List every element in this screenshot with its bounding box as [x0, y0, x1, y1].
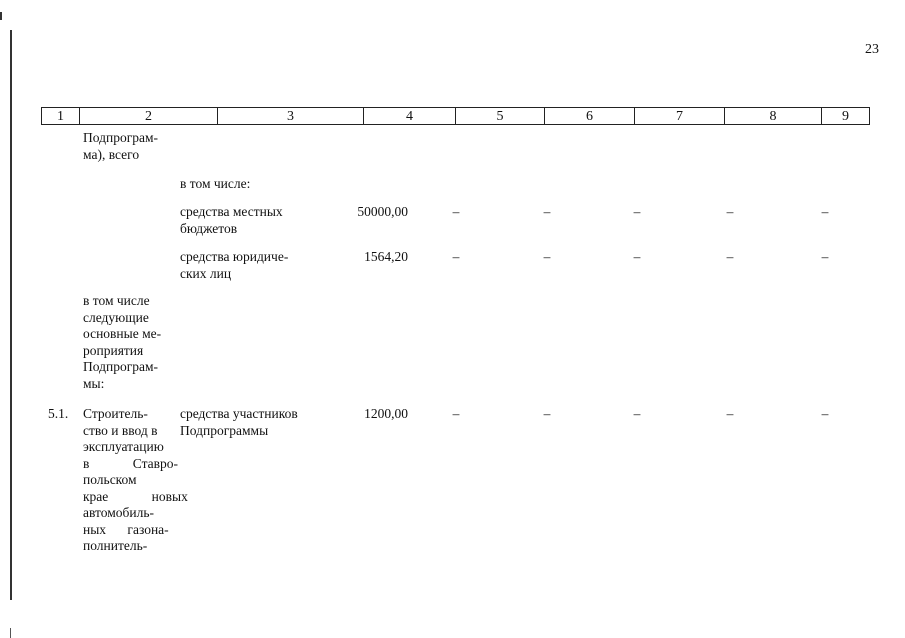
- table-header-row: [41, 107, 870, 125]
- row6-col1: 5.1.: [48, 406, 69, 421]
- row6-col6: –: [543, 406, 551, 421]
- row5-line: мы:: [83, 375, 105, 391]
- row4-col3-line2: ских лиц: [180, 265, 232, 281]
- row6-line: автомобиль-: [83, 505, 155, 520]
- row3-col3-line1: средства местных: [180, 204, 283, 219]
- row5-line: роприятия: [83, 342, 144, 358]
- scan-edge-mark-bottom: [10, 628, 11, 638]
- row4-col6: –: [543, 249, 551, 264]
- left-margin-line: [10, 30, 12, 600]
- row6-line: ных газона-: [83, 521, 169, 537]
- row6-line: Строитель-: [83, 406, 148, 421]
- header-col-9: 9: [821, 108, 869, 124]
- header-col-4: 4: [363, 108, 455, 124]
- scan-edge-mark: [0, 12, 2, 20]
- row4-col8: –: [726, 249, 734, 264]
- row6-col9: –: [821, 406, 829, 421]
- header-col-5: 5: [455, 108, 544, 124]
- row5-line: Подпрограм-: [83, 359, 159, 374]
- row6-line: эксплуатацию: [83, 439, 164, 454]
- header-col-6: 6: [544, 108, 634, 124]
- row6-col3: [180, 406, 298, 439]
- row3-col3: [180, 204, 283, 237]
- row6-col2: [83, 406, 188, 555]
- header-col-2: 2: [79, 108, 217, 124]
- row5-col2: [83, 293, 175, 392]
- row4-col4: 1564,20: [364, 249, 408, 264]
- row2-col3: в том числе:: [180, 176, 251, 191]
- header-col-1: 1: [57, 109, 64, 124]
- row6-col4: 1200,00: [364, 406, 408, 421]
- row1-col2-line2: ма), всего: [83, 146, 140, 162]
- page-number: 23: [865, 42, 879, 57]
- row3-col6: –: [543, 204, 551, 219]
- row6-col3-line1: средства участников: [180, 406, 298, 421]
- row4-col5: –: [452, 249, 460, 264]
- row6-line: крае новых: [83, 488, 188, 504]
- row3-col3-line2: бюджетов: [180, 220, 238, 236]
- row6-col3-line2: Подпрограммы: [180, 422, 269, 438]
- row4-col7: –: [633, 249, 641, 264]
- row6-line: полнитель-: [83, 538, 148, 553]
- row3-col4: 50000,00: [357, 204, 408, 219]
- row6-col8: –: [726, 406, 734, 421]
- row6-line: ство и ввод в: [83, 422, 158, 438]
- row1-col2-line1: Подпрограм-: [83, 130, 159, 145]
- row5-line: в том числе: [83, 293, 150, 308]
- row6-col7: –: [633, 406, 641, 421]
- row5-line: основные ме-: [83, 326, 162, 341]
- row4-col9: –: [821, 249, 829, 264]
- row5-line: следующие: [83, 309, 149, 325]
- row6-line: польском: [83, 472, 137, 487]
- row3-col9: –: [821, 204, 829, 219]
- row3-col5: –: [452, 204, 460, 219]
- row4-col3: [180, 249, 288, 282]
- header-col-7: 7: [634, 108, 724, 124]
- header-col-8: 8: [724, 108, 821, 124]
- row6-line: в Ставро-: [83, 455, 179, 471]
- row3-col8: –: [726, 204, 734, 219]
- header-col-3: 3: [217, 108, 363, 124]
- row6-col5: –: [452, 406, 460, 421]
- row1-col2: [83, 130, 158, 163]
- row4-col3-line1: средства юридиче-: [180, 249, 289, 264]
- row3-col7: –: [633, 204, 641, 219]
